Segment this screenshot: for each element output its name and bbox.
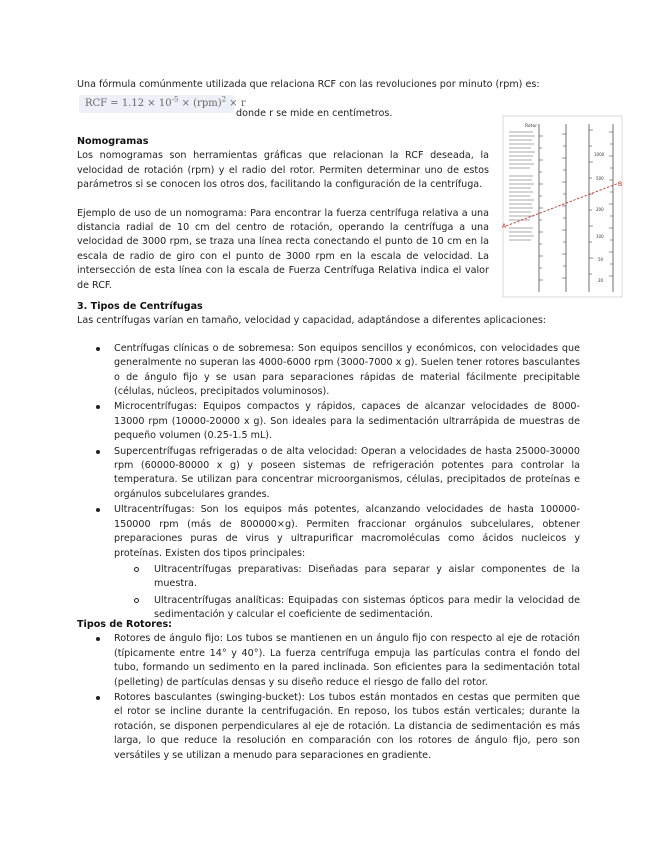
list-item	[77, 445, 580, 503]
ultracentrifuge-subtypes-list	[114, 563, 580, 623]
nomogram-figure	[503, 116, 622, 297]
centrifuge-types-intro: Las centrífugas varían en tamaño, velocidad y capacidad, adaptándose a diferentes aplicaciones:	[77, 315, 547, 327]
sub-list-item-text: Ultracentrífugas preparativas: Diseñadas para separar y aislar componentes de la muestra.	[154, 563, 580, 590]
rotor-types-list	[77, 632, 580, 763]
formula-suffix: donde r se mide en centímetros.	[236, 108, 393, 119]
formula-rhs-exponent: 2	[221, 95, 227, 104]
formula-tail: × r	[226, 98, 246, 109]
list-item	[77, 691, 580, 763]
sub-list-item	[114, 563, 580, 592]
formula-exponent: -5	[171, 95, 179, 104]
centrifuge-types-list	[77, 342, 580, 623]
nomogram-scale-label: 500	[596, 176, 604, 181]
nomogram-label-a: A	[502, 223, 507, 230]
list-item	[77, 503, 580, 622]
nomogram-example-paragraph: Ejemplo de uso de un nomograma: Para encontrar la fuerza centrífuga relativa a una distancia radial de 10 cm del centro de rotación, operando la centrífuga a una velocidad de 3000 rpm, se traza una línea recta conectando el punto de 10 cm en la escala de radio de giro con el punto de 3000 rpm en la escala de velocidad. La intersección de esta línea con la escala de Fuerza Centrífuga Relativa indica el valor de RCF.	[77, 207, 489, 291]
rotor-types-heading: Tipos de Rotores:	[77, 619, 172, 630]
nomograms-heading: Nomogramas	[77, 136, 149, 147]
list-item	[77, 400, 580, 443]
list-item-text: Ultracentrífugas: Son los equipos más potentes, alcanzando velocidades de hasta 100000-150000 rpm (más de 800000×g). Permiten fraccionar orgánulos subcelulares, obtener preparaciones puras de virus y ultrapurificar macromoléculas como ácidos nucleicos y proteínas. Existen dos tipos principales:	[114, 504, 580, 559]
list-item	[77, 342, 580, 400]
list-item-text: Supercentrífugas refrigeradas o de alta velocidad: Operan a velocidades de hasta 25000-30000 rpm (60000-80000 x g) y poseen sistemas de refrigeración potentes para controlar la temperatura. Se utilizan para concentrar microorganismos, células, precipitados de proteínas e orgánulos subcelulares grandes.	[114, 445, 580, 500]
nomogram-scale-label: 200	[596, 207, 604, 212]
list-item-text: Rotores basculantes (swinging-bucket): Los tubos están montados en cestas que permiten que el rotor se incline durante la centrifugación. En reposo, los tubos están verticales; durante la rotación, se disponen perpendiculares al eje de rotación. La distancia de sedimentación es más larga, lo que reduce la resolución en comparación con los rotores de ángulo fijo, pero son versátiles y se utilizan a menudo para separaciones en gradiente.	[114, 692, 580, 761]
nomograms-paragraph: Los nomogramas son herramientas gráficas que relacionan la RCF deseada, la velocidad de rotación (rpm) y el radio del rotor. Permiten determinar uno de estos parámetros si se conocen los otros dos, facilitando la configuración de la centrífuga.	[77, 150, 489, 191]
nomogram-scale-label: 50	[598, 257, 604, 262]
centrifuge-types-heading: 3. Tipos de Centrífugas	[77, 301, 203, 312]
nomogram-scale-label: 20	[598, 278, 604, 283]
nomogram-label-b: B	[618, 181, 623, 188]
formula-rhs: × (rpm)	[178, 98, 222, 109]
intro-text: Una fórmula comúnmente utilizada que relaciona RCF con las revoluciones por minuto (rpm) es:	[77, 79, 540, 90]
list-item-text: Centrífugas clínicas o de sobremesa: Son equipos sencillos y económicos, con velocidades que generalmente no superan las 4000-6000 rpm (3000-7000 x g). Suelen tener rotores basculantes o de ángulo fijo y se usan para separaciones rápidas de material fácilmente precipitable (células, núcleos, precipitados voluminosos).	[114, 342, 580, 398]
rotor-types-section	[77, 618, 580, 764]
list-item-text: Rotores de ángulo fijo: Los tubos se mantienen en un ángulo fijo con respecto al eje de rotación (típicamente entre 14° y 40°). La fuerza centrífuga empuja las partículas contra el fondo del tubo, formando un sedimento en la pared inclinada. Son eficientes para la sedimentación total (pelleting) de partículas densas y su diseño reduce el riesgo de fallo del rotor.	[114, 633, 580, 688]
nomogram-scale-label: 100	[596, 234, 604, 239]
list-item-text: Microcentrífugas: Equipos compactos y rápidos, capaces de alcanzar velocidades de 8000-13000 rpm (10000-20000 x g). Son ideales para la sedimentación ultrarrápida de muestras de pequeño volumen (0.25-1.5 mL).	[114, 401, 580, 442]
nomogram-header-label: Rotor	[525, 124, 538, 129]
formula-lhs: RCF = 1.12 × 10	[85, 98, 172, 109]
list-item	[77, 632, 580, 690]
rcf-formula	[79, 95, 246, 113]
nomogram-scale-label: 1000	[594, 152, 605, 157]
centrifuge-types-section	[77, 300, 580, 625]
nomograms-section	[77, 135, 489, 293]
sub-list-item-text: Ultracentrífugas analíticas: Equipadas con sistemas ópticos para medir la velocidad de sedimentación y calcular el coeficiente de sedimentación.	[154, 594, 580, 621]
